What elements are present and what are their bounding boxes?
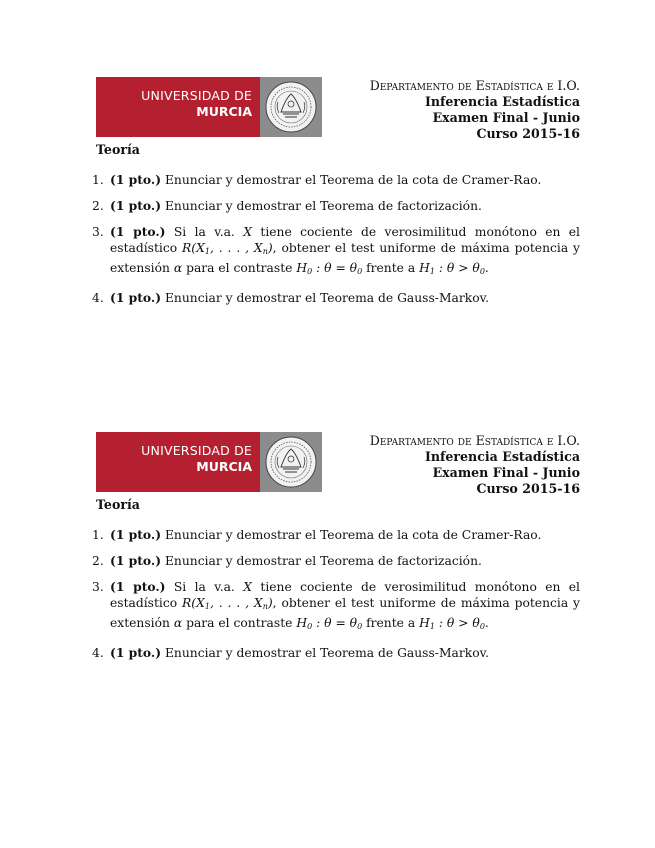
question-text-part: para el contraste bbox=[186, 261, 293, 275]
question-list bbox=[92, 527, 580, 661]
question-item bbox=[92, 553, 580, 569]
question-text: Enunciar y demostrar el Teorema de factorización. bbox=[164, 554, 482, 568]
alternative-hypothesis: $H_1$ : $\theta > \theta_0$ bbox=[419, 261, 485, 276]
logo-line-2: MURCIA bbox=[196, 459, 252, 474]
alpha-symbol: α bbox=[173, 616, 183, 630]
question-text: Enunciar y demostrar el Teorema de la cota de Cramer-Rao. bbox=[164, 528, 542, 542]
question-text: Enunciar y demostrar el Teorema de factorización. bbox=[164, 199, 482, 213]
logo-line-1: UNIVERSIDAD DE bbox=[141, 88, 252, 103]
course-name: Inferencia Estadística bbox=[424, 94, 580, 109]
exam-copy-2 bbox=[92, 432, 580, 671]
question-text: Enunciar y demostrar el Teorema de Gauss-Markov. bbox=[164, 291, 490, 305]
question-text: Enunciar y demostrar el Teorema de la cota de Cramer-Rao. bbox=[164, 173, 542, 187]
variable-x: X bbox=[243, 225, 252, 239]
course-name: Inferencia Estadística bbox=[424, 449, 580, 464]
question-text-part: . bbox=[484, 616, 489, 630]
question-list bbox=[92, 172, 580, 306]
question-points: (1 pto.) bbox=[110, 290, 162, 305]
section-title: Teoría bbox=[96, 142, 140, 157]
question-points: (1 pto.) bbox=[110, 579, 166, 594]
exam-copy-1 bbox=[92, 77, 580, 316]
question-number: 3. bbox=[92, 225, 104, 239]
department-block bbox=[370, 78, 580, 142]
alpha-symbol: α bbox=[173, 261, 183, 275]
question-text-part: Si la v.a. bbox=[173, 225, 235, 239]
question-points: (1 pto.) bbox=[110, 645, 162, 660]
question-points: (1 pto.) bbox=[110, 553, 162, 568]
logo-line-2: MURCIA bbox=[196, 104, 252, 119]
question-text-part: tiene cociente de verosimilitud monótono en el estadístico bbox=[110, 580, 580, 610]
question-item bbox=[92, 198, 580, 214]
logo-line-1: UNIVERSIDAD DE bbox=[141, 443, 252, 458]
question-text-part: frente a bbox=[366, 616, 416, 630]
question-item bbox=[92, 579, 580, 635]
question-item bbox=[92, 290, 580, 306]
question-text-part: . bbox=[484, 261, 489, 275]
question-item bbox=[92, 172, 580, 188]
question-points: (1 pto.) bbox=[110, 172, 162, 187]
department-name: Departamento de Estadística e I.O. bbox=[369, 78, 580, 93]
question-text-part: Si la v.a. bbox=[173, 580, 235, 594]
question-item bbox=[92, 224, 580, 280]
question-text: Enunciar y demostrar el Teorema de Gauss-Markov. bbox=[164, 646, 490, 660]
department-block bbox=[370, 433, 580, 497]
question-text-part: , obtener el test uniforme de máxima potencia y extensión bbox=[110, 596, 580, 630]
exam-name: Examen Final - Junio bbox=[432, 465, 580, 480]
exam-name: Examen Final - Junio bbox=[432, 110, 580, 125]
section-title: Teoría bbox=[96, 497, 140, 512]
question-number: 4. bbox=[92, 291, 104, 305]
question-points: (1 pto.) bbox=[110, 198, 162, 213]
question-points: (1 pto.) bbox=[110, 224, 166, 239]
exam-header bbox=[96, 77, 580, 139]
question-text-part: tiene cociente de verosimilitud monótono en el estadístico bbox=[110, 225, 580, 255]
academic-year: Curso 2015-16 bbox=[476, 126, 580, 141]
question-number: 2. bbox=[92, 554, 104, 568]
null-hypothesis: $H_0$ : $\theta = \theta_0$ bbox=[296, 616, 363, 631]
alternative-hypothesis: $H_1$ : $\theta > \theta_0$ bbox=[419, 616, 485, 631]
question-text-part: , obtener el test uniforme de máxima potencia y extensión bbox=[110, 241, 580, 275]
variable-x: X bbox=[243, 580, 252, 594]
question-number: 1. bbox=[92, 173, 104, 187]
university-seal-icon bbox=[264, 435, 318, 489]
question-item bbox=[92, 645, 580, 661]
question-number: 1. bbox=[92, 528, 104, 542]
department-name: Departamento de Estadística e I.O. bbox=[369, 433, 580, 448]
statistic-formula: $R(X_1$, . . . , $X_n$) bbox=[182, 596, 273, 611]
question-text-part: para el contraste bbox=[186, 616, 293, 630]
question-text-part: frente a bbox=[366, 261, 416, 275]
university-logo bbox=[96, 432, 322, 492]
university-seal-icon bbox=[264, 80, 318, 134]
question-points: (1 pto.) bbox=[110, 527, 162, 542]
exam-header bbox=[96, 432, 580, 494]
academic-year: Curso 2015-16 bbox=[476, 481, 580, 496]
question-number: 3. bbox=[92, 580, 104, 594]
question-item bbox=[92, 527, 580, 543]
null-hypothesis: $H_0$ : $\theta = \theta_0$ bbox=[296, 261, 363, 276]
question-number: 4. bbox=[92, 646, 104, 660]
university-logo bbox=[96, 77, 322, 137]
question-number: 2. bbox=[92, 199, 104, 213]
statistic-formula: $R(X_1$, . . . , $X_n$) bbox=[182, 241, 273, 256]
